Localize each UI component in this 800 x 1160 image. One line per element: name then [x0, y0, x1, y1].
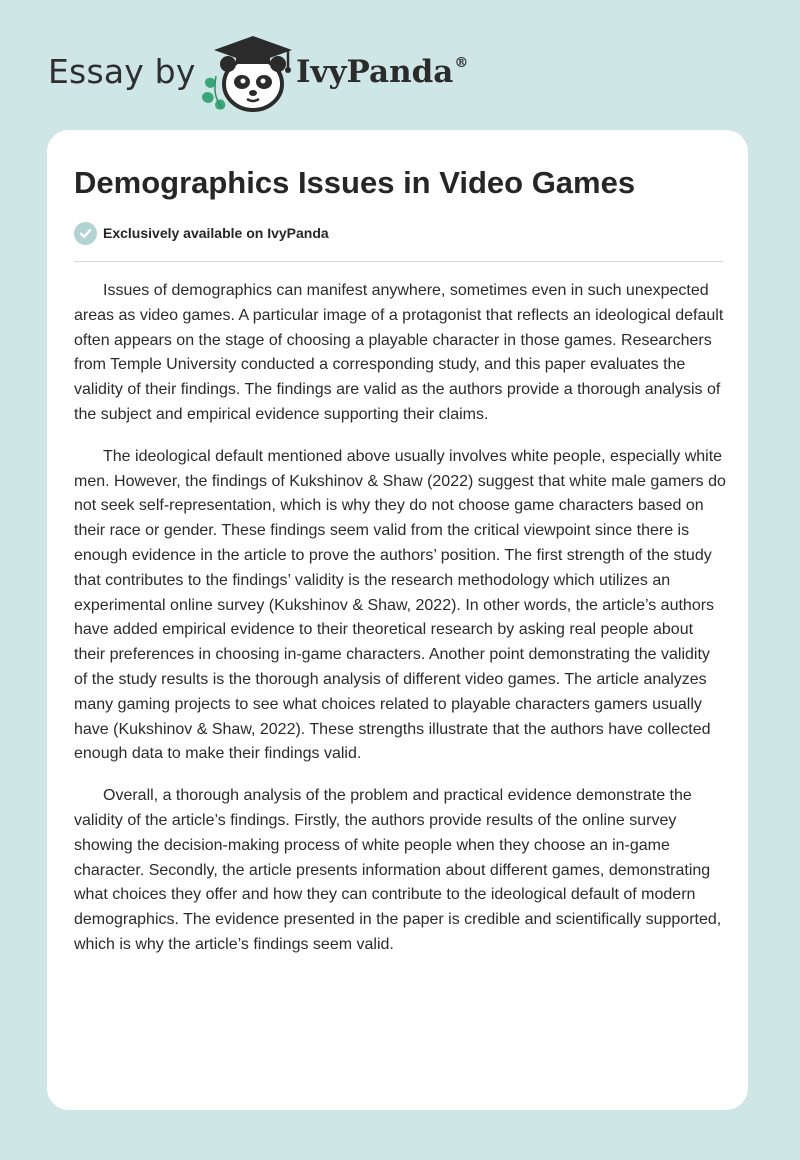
site-header [48, 28, 508, 118]
essay-body [74, 279, 726, 975]
check-circle-icon [74, 222, 97, 245]
page-title: Demographics Issues in Video Games [74, 165, 636, 200]
exclusive-badge [74, 221, 329, 245]
exclusive-badge-label: Exclusively available on IvyPanda [103, 225, 329, 241]
brand-logo-text[interactable] [296, 54, 468, 90]
trademark-symbol: ® [454, 54, 469, 71]
essay-by-label: Essay by [48, 52, 196, 91]
paragraph: The ideological default mentioned above usually involves white people, especially white men. However, the findings of Kukshinov & Shaw (2022) suggest that white male gamers do not seek self-representation, which is why they do not choose game characters based on their race or gender. These findings seem valid from the critical viewpoint since there is enough evidence in the article to prove the authors’ position. The first strength of the study that contributes to the findings’ validity is the research methodology which utilizes an experimental online survey (Kukshinov & Shaw, 2022). In other words, the article’s authors have added empirical evidence to their theoretical research by asking real people about their preferences in choosing in-game characters. Another point demonstrating the validity of the study results is the thorough analysis of different video games. The article analyzes many gaming projects to see what choices related to playable characters gamers usually have (Kukshinov & Shaw, 2022). These strengths illustrate that the authors have collected enough data to make their findings valid. [74, 447, 726, 763]
brand-name: IvyPanda [296, 54, 454, 90]
essay-card [47, 130, 748, 1110]
panda-graduate-logo-icon[interactable] [198, 32, 298, 114]
paragraph: Overall, a thorough analysis of the problem and practical evidence demonstrate the validity of the article’s findings. Firstly, the authors provide results of the online survey showing the decision-making process of white people when they choose an in-game character. Secondly, the article presents information about different games, demonstrating what choices they offer and how they can contribute to the ideological default of modern demographics. The evidence presented in the paper is credible and scientifically supported, which is why the article’s findings seem valid. [74, 787, 722, 953]
title-divider [74, 261, 723, 262]
paragraph: Issues of demographics can manifest anywhere, sometimes even in such unexpected areas as video games. A particular image of a protagonist that reflects an ideological default often appears on the stage of choosing a playable character in those games. Researchers from Temple University conducted a corresponding study, and this paper evaluates the validity of their findings. The findings are valid as the authors provide a thorough analysis of the subject and empirical evidence supporting their claims. [74, 282, 724, 423]
